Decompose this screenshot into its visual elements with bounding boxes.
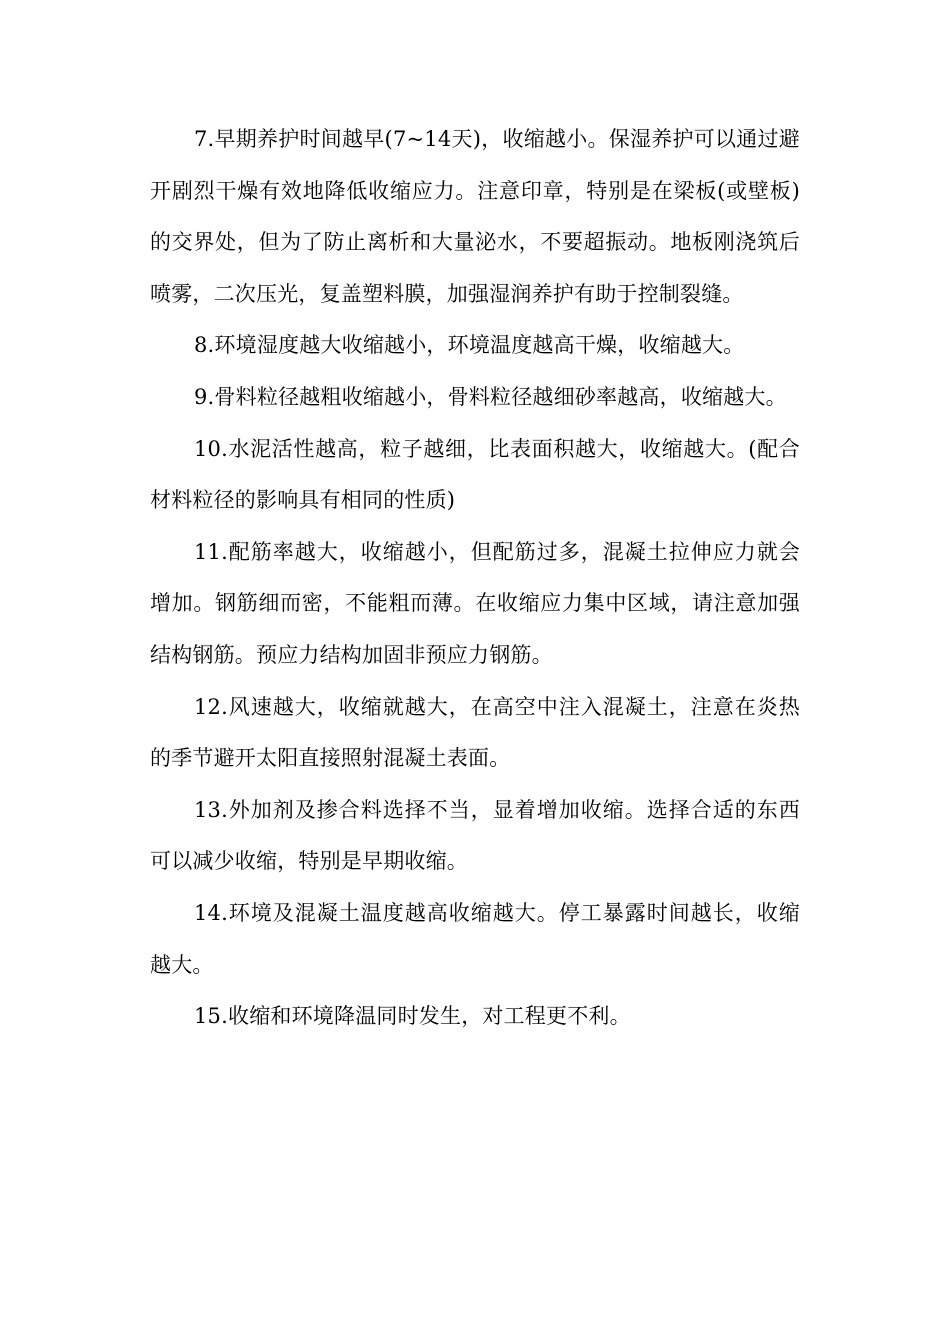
- paragraph-item-7: 7.早期养护时间越早(7~14天)，收缩越小。保湿养护可以通过避开剧烈干燥有效地降低收缩应力。注意印章，特别是在梁板(或壁板)的交界处，但为了防止离析和大量泌水，不要超振动。地板刚浇筑后喷雾，二次压光，复盖塑料膜，加强湿润养护有助于控制裂缝。: [150, 127, 800, 306]
- paragraph-item-12: 12.风速越大，收缩就越大，在高空中注入混凝土，注意在炎热的季节避开太阳直接照射混凝土表面。: [150, 694, 800, 771]
- paragraph-item-15: 15.收缩和环境降温同时发生，对工程更不利。: [194, 1004, 631, 1029]
- paragraph-item-9: 9.骨料粒径越粗收缩越小，骨料粒径越细砂率越高，收缩越大。: [194, 384, 787, 409]
- paragraph-item-13: 13.外加剂及掺合料选择不当，显着增加收缩。选择合适的东西可以减少收缩，特别是早期收缩。: [150, 797, 800, 874]
- paragraph-item-14: 14.环境及混凝土温度越高收缩越大。停工暴露时间越长，收缩越大。: [150, 900, 800, 977]
- paragraph-item-11: 11.配筋率越大，收缩越小，但配筋过多，混凝土拉伸应力就会增加。钢筋细而密，不能粗而薄。在收缩应力集中区域，请注意加强结构钢筋。预应力结构加固非预应力钢筋。: [150, 539, 800, 667]
- paragraph-item-10: 10.水泥活性越高，粒子越细，比表面积越大，收缩越大。(配合材料粒径的影响具有相同的性质): [150, 436, 800, 513]
- paragraph-item-8: 8.环境湿度越大收缩越小，环境温度越高干燥，收缩越大。: [194, 333, 745, 358]
- document-body: [150, 114, 800, 1043]
